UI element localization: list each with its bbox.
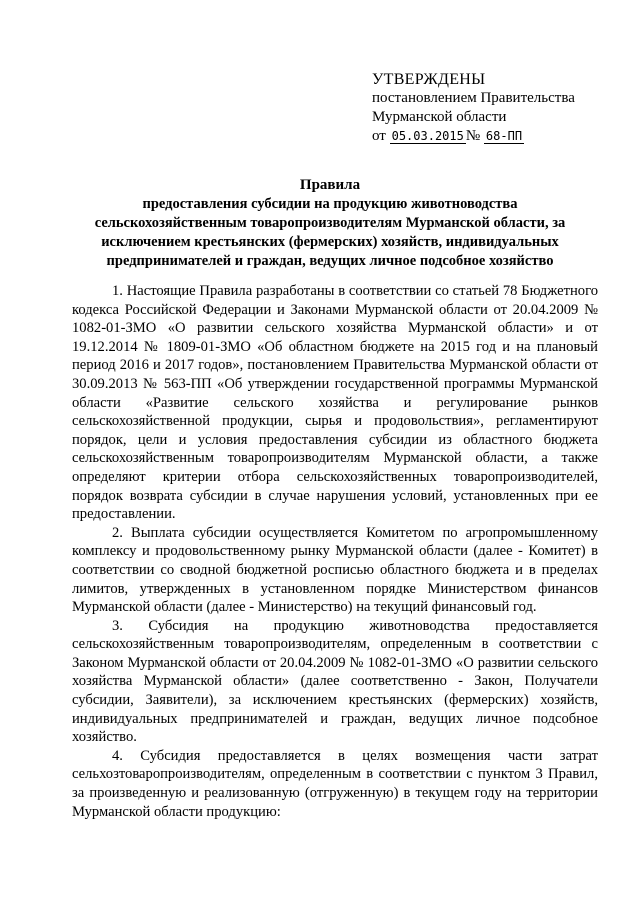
document-body	[72, 282, 598, 821]
approval-from-label: от	[372, 128, 386, 144]
document-title: Правила	[299, 177, 361, 193]
document-subtitle: предоставления субсидии на продукцию животноводства сельскохозяйственным товаропроизводителям Мурманской области, за исключением крестьянских (фермерских) хозяйств, индивидуальных предпринимателей и граждан, ведущих личное подсобное хозяйство	[94, 196, 566, 269]
paragraph-1: 1. Настоящие Правила разработаны в соответствии со статьей 78 Бюджетного кодекса Российской Федерации и Законами Мурманской области от 20.04.2009 № 1082-01-ЗМО «О развитии сельского хозяйства Мурманской области» и от 19.12.2014 № 1809-01-ЗМО «Об областном бюджете на 2015 год и на плановый период 2016 и 2017 годов», постановлением Правительства Мурманской области от 30.09.2013 № 563-ПП «Об утверждении государственной программы Мурманской области «Развитие сельского хозяйства и регулирование рынков сельскохозяйственной продукции, сырья и продовольствия», регламентируют порядок, цели и условия предоставления субсидии из областного бюджета сельскохозяйственным товаропроизводителям Мурманской области, а также определяют критерии отбора сельскохозяйственных товаропроизводителей, порядок возврата субсидии в случае нарушения условий, установленных при ее предоставлении.	[72, 283, 598, 523]
approval-heading: УТВЕРЖДЕНЫ	[372, 71, 486, 88]
approval-date-line	[372, 127, 622, 146]
approval-number-label: №	[465, 128, 481, 144]
paragraph-3: 3. Субсидия на продукцию животноводства предоставляется сельскохозяйственным товаропроизводителям, определенным в соответствии с Законом Мурманской области от 20.04.2009 № 1082-01-ЗМО «О развитии сельского хозяйства Мурманской области» (далее соответственно - Закон, Получатели субсидии, Заявители), за исключением крестьянских (фермерских) хозяйств, индивидуальных предпринимателей и граждан, ведущих личное подсобное хозяйство.	[72, 617, 598, 746]
paragraph-2: 2. Выплата субсидии осуществляется Комитетом по агропромышленному комплексу и продовольственному рынку Мурманской области (далее - Комитет) в соответствии со сводной бюджетной росписью областного бюджета и в пределах лимитов, утвержденных в установленном порядке Министерством финансов Мурманской области (далее - Министерство) на текущий финансовый год.	[72, 524, 598, 616]
approval-line-1: постановлением Правительства	[372, 90, 575, 106]
paragraph-4: 4. Субсидия предоставляется в целях возмещения части затрат сельхозтоваропроизводителям, определенным в соответствии с пунктом 3 Правил, за произведенную и реализованную (отгруженную) в текущем году на территории Мурманской области продукцию:	[72, 747, 598, 820]
approval-stamp	[372, 70, 622, 146]
approval-number: 68-ПП	[485, 129, 523, 143]
approval-line-2: Мурманской области	[372, 109, 507, 125]
approval-date: 05.03.2015	[391, 129, 464, 143]
